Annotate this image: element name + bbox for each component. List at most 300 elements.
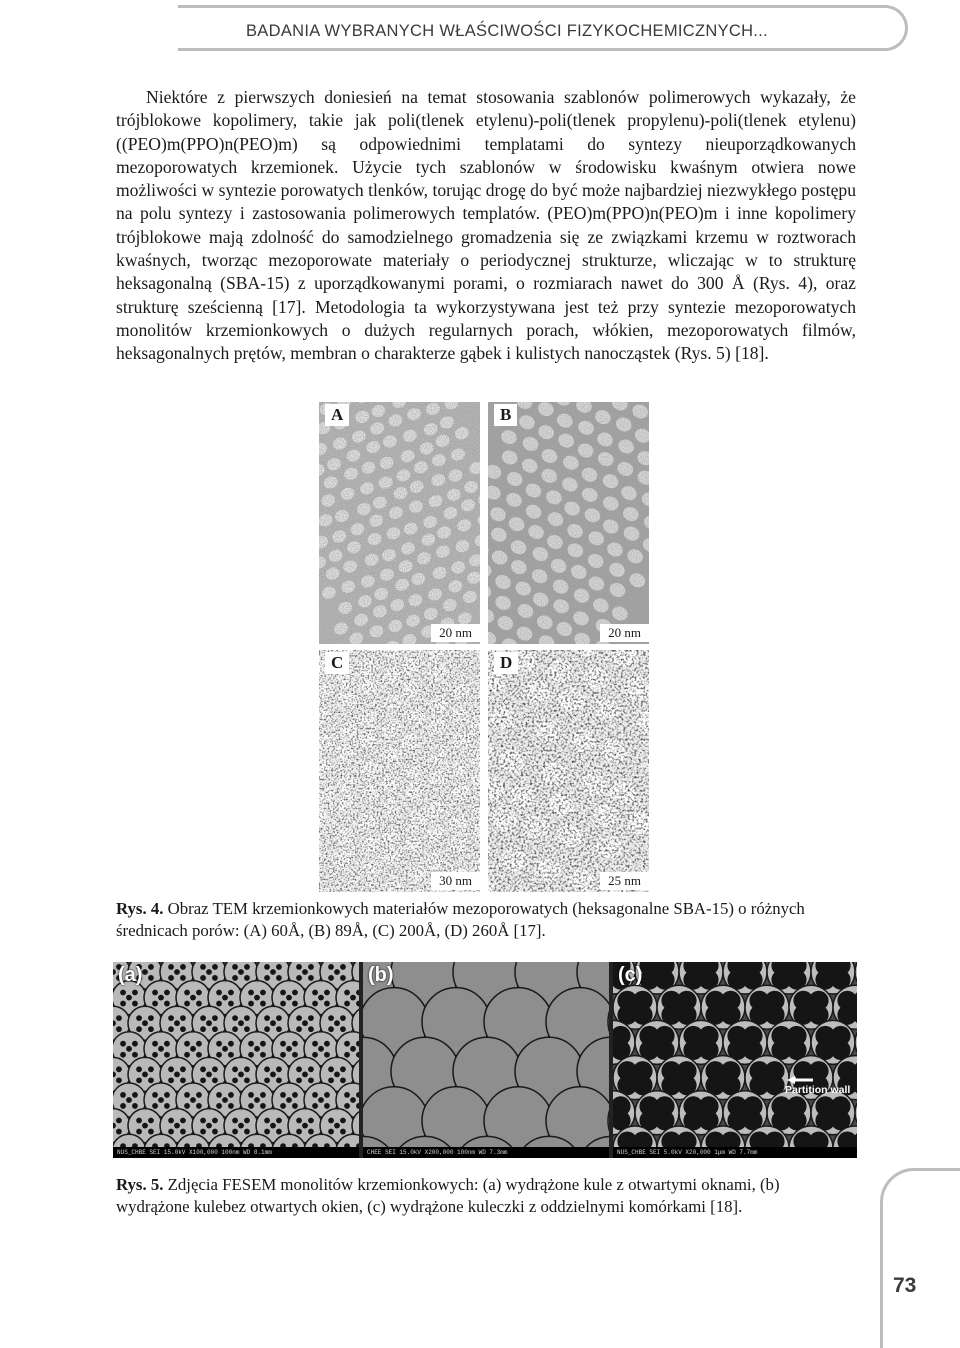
window xyxy=(276,1026,282,1032)
window xyxy=(280,990,286,996)
window xyxy=(212,1026,218,1032)
window xyxy=(270,969,276,975)
window xyxy=(276,1015,282,1021)
window xyxy=(164,1052,170,1058)
window xyxy=(228,1001,234,1007)
running-header-title: BADANIA WYBRANYCH WŁAŚCIWOŚCI FIZYKOCHEMICZNYCH... xyxy=(246,22,768,41)
window xyxy=(120,1092,126,1098)
window xyxy=(248,1103,254,1109)
figure-5-caption-label: Rys. 5. xyxy=(116,1175,163,1194)
page-number: 73 xyxy=(893,1274,916,1298)
window xyxy=(350,1097,356,1103)
window xyxy=(296,1026,302,1032)
window xyxy=(168,1077,174,1083)
window xyxy=(180,1026,186,1032)
tem-panel-d xyxy=(488,650,649,892)
window xyxy=(148,964,154,970)
window xyxy=(232,1118,238,1124)
window xyxy=(216,1041,222,1047)
window xyxy=(196,1103,202,1109)
window xyxy=(296,975,302,981)
window xyxy=(120,1052,126,1058)
window xyxy=(328,975,334,981)
scale-bar-d: 25 nm xyxy=(600,872,649,890)
window xyxy=(334,969,340,975)
window xyxy=(168,1066,174,1072)
window xyxy=(312,1001,318,1007)
window xyxy=(276,1129,282,1135)
window xyxy=(260,990,266,996)
window xyxy=(308,1077,314,1083)
window xyxy=(132,1041,138,1047)
window xyxy=(148,1118,154,1124)
window xyxy=(216,1103,222,1109)
window xyxy=(244,1066,250,1072)
window xyxy=(280,1052,286,1058)
window xyxy=(142,1020,148,1026)
window xyxy=(180,1129,186,1135)
window xyxy=(164,1092,170,1098)
window xyxy=(625,997,645,1017)
window xyxy=(232,1026,238,1032)
window xyxy=(120,990,126,996)
window xyxy=(647,1103,667,1123)
window xyxy=(132,1092,138,1098)
window xyxy=(190,1097,196,1103)
window xyxy=(264,1026,270,1032)
window xyxy=(280,1103,286,1109)
window xyxy=(152,1041,158,1047)
window xyxy=(334,1020,340,1026)
window xyxy=(280,1092,286,1098)
window xyxy=(206,969,212,975)
window xyxy=(212,1077,218,1083)
window xyxy=(116,1077,122,1083)
window xyxy=(200,1118,206,1124)
window xyxy=(174,1072,180,1078)
window xyxy=(206,1020,212,1026)
window xyxy=(276,1118,282,1124)
window xyxy=(669,1068,689,1088)
window xyxy=(823,1103,843,1123)
window xyxy=(324,990,330,996)
window xyxy=(308,964,314,970)
window xyxy=(216,1092,222,1098)
window xyxy=(779,1033,799,1053)
window xyxy=(344,1052,350,1058)
window xyxy=(232,1066,238,1072)
window xyxy=(292,1041,298,1047)
window xyxy=(212,964,218,970)
window xyxy=(238,1020,244,1026)
body-paragraph: Niektóre z pierwszych doniesień na temat stosowania szablonów polimerowych wykazały, że trójblokowe kopolimery, takie jak poli(tlenek etylenu)-poli(tlenek propylenu)-poli(tlenek etylenu) ((PEO)m(PPO)n(PEO)m) są odpowiednimi templatami do syntezy nieuporządkowanych mezoporowatych krzemionek. Użycie tych szablonów w środowisku kwaśnym otwiera nowe możliwości w syntezie porowatych tlenków, torując drogę do być może najbardziej niezwykłego postępu na polu syntezy i zastosowania polimerowych templatów. (PEO)m(PPO)n(PEO)m i inne kopolimery trójblokowe mają zdolność do samodzielnego gromadzenia się ze związkami krzemu w roztworach kwaśnych, tworząc mezoporowate materiały o periodycznej strukturze, wliczając w to strukturę heksagonalną (SBA-15) z uporządkowanymi porami, o rozmiarach nawet do 300 Å (Rys. 4), oraz strukturę sześcienną [17]. Metodologia ta wykorzystywana jest też przy syntezie mezoporowatych monolitów krzemionkowych o dużych regularnych porach, włókien, mezoporowatych filmów, heksagonalnych prętów, membran o charakterze gąbek i kulistych nanocząstek (Rys. 5) [18]. xyxy=(116,86,856,366)
window xyxy=(264,1129,270,1135)
window xyxy=(196,1052,202,1058)
window xyxy=(324,1001,330,1007)
window xyxy=(132,1103,138,1109)
window xyxy=(296,1129,302,1135)
window xyxy=(190,1046,196,1052)
window xyxy=(180,1077,186,1083)
sem-panel-a xyxy=(113,962,359,1158)
window xyxy=(260,1001,266,1007)
panel-letter-d: D xyxy=(494,652,518,674)
window xyxy=(296,964,302,970)
window xyxy=(120,1103,126,1109)
window xyxy=(148,975,154,981)
figure-5-fesem xyxy=(113,962,857,1158)
window xyxy=(669,997,689,1017)
window xyxy=(308,1015,314,1021)
window xyxy=(174,1020,180,1026)
sem-letter-a: (a) xyxy=(118,964,142,987)
window xyxy=(184,1103,190,1109)
window xyxy=(180,975,186,981)
window xyxy=(136,1118,142,1124)
window xyxy=(158,995,164,1001)
window xyxy=(254,1046,260,1052)
window xyxy=(116,1118,122,1124)
panel-letter-a: A xyxy=(325,404,349,426)
body-text xyxy=(116,86,856,366)
window xyxy=(232,1015,238,1021)
window xyxy=(132,990,138,996)
tem-image-a xyxy=(319,402,480,644)
window xyxy=(735,1033,755,1053)
window xyxy=(248,1052,254,1058)
window xyxy=(184,1052,190,1058)
window xyxy=(212,1129,218,1135)
window xyxy=(164,1103,170,1109)
window xyxy=(328,1066,334,1072)
page-corner-frame xyxy=(880,1168,960,1348)
window xyxy=(174,969,180,975)
window xyxy=(126,1046,132,1052)
window xyxy=(184,1001,190,1007)
window xyxy=(120,1041,126,1047)
window xyxy=(168,975,174,981)
window xyxy=(180,1118,186,1124)
window xyxy=(184,1041,190,1047)
window xyxy=(228,1052,234,1058)
window xyxy=(292,1103,298,1109)
window xyxy=(244,1077,250,1083)
window xyxy=(168,1015,174,1021)
window xyxy=(302,1020,308,1026)
window xyxy=(248,1001,254,1007)
window xyxy=(264,1077,270,1083)
tem-panel-b xyxy=(488,402,649,644)
window xyxy=(196,1041,202,1047)
sem-image-c xyxy=(613,962,857,1158)
window xyxy=(302,1072,308,1078)
window xyxy=(174,1123,180,1129)
panel-letter-c: C xyxy=(325,652,349,674)
window xyxy=(168,1026,174,1032)
window xyxy=(168,964,174,970)
window xyxy=(148,1015,154,1021)
window xyxy=(324,1092,330,1098)
window xyxy=(292,1001,298,1007)
window xyxy=(164,1041,170,1047)
window xyxy=(132,1052,138,1058)
window xyxy=(136,1026,142,1032)
figure-5-caption xyxy=(116,1174,856,1218)
window xyxy=(206,1072,212,1078)
window xyxy=(228,1041,234,1047)
window xyxy=(168,1129,174,1135)
window xyxy=(286,995,292,1001)
partition-wall-label: Partition wall xyxy=(785,1084,850,1096)
window xyxy=(254,1097,260,1103)
window xyxy=(136,1129,142,1135)
window xyxy=(116,1026,122,1032)
window xyxy=(713,1068,733,1088)
window xyxy=(206,1123,212,1129)
window xyxy=(200,975,206,981)
window xyxy=(148,1026,154,1032)
window xyxy=(238,1123,244,1129)
window xyxy=(691,962,711,982)
panel-letter-b: B xyxy=(494,404,517,426)
window xyxy=(232,1129,238,1135)
window xyxy=(232,975,238,981)
window xyxy=(248,1041,254,1047)
window xyxy=(260,1041,266,1047)
window xyxy=(216,1001,222,1007)
window xyxy=(158,1046,164,1052)
window xyxy=(691,1103,711,1123)
window xyxy=(823,1033,843,1053)
window xyxy=(324,1052,330,1058)
window xyxy=(340,1129,346,1135)
window xyxy=(308,1066,314,1072)
window xyxy=(244,975,250,981)
window xyxy=(212,1118,218,1124)
window xyxy=(264,1066,270,1072)
window xyxy=(180,1015,186,1021)
window xyxy=(328,1026,334,1032)
window xyxy=(318,995,324,1001)
window xyxy=(244,1129,250,1135)
window xyxy=(200,964,206,970)
window xyxy=(228,990,234,996)
window xyxy=(340,975,346,981)
window xyxy=(340,1077,346,1083)
window xyxy=(340,1015,346,1021)
window xyxy=(334,1123,340,1129)
sem-panel-c xyxy=(613,962,857,1158)
window xyxy=(276,1077,282,1083)
window xyxy=(296,1015,302,1021)
window xyxy=(216,1052,222,1058)
window xyxy=(244,1015,250,1021)
sem-info-c: NUS_CHBE SEI 5.0kV X20,000 1μm WD 7.7mm xyxy=(613,1147,857,1158)
window xyxy=(324,1103,330,1109)
window xyxy=(312,1103,318,1109)
tem-panel-c xyxy=(319,650,480,892)
tem-panel-a xyxy=(319,402,480,644)
window xyxy=(647,962,667,982)
window xyxy=(264,1118,270,1124)
window xyxy=(200,1015,206,1021)
window xyxy=(184,1092,190,1098)
window xyxy=(132,1001,138,1007)
window xyxy=(276,1066,282,1072)
window xyxy=(344,990,350,996)
window xyxy=(757,1068,777,1088)
window xyxy=(190,995,196,1001)
window xyxy=(142,969,148,975)
window xyxy=(116,1129,122,1135)
window xyxy=(691,1033,711,1053)
sem-letter-b: (b) xyxy=(368,964,394,987)
window xyxy=(328,1118,334,1124)
window xyxy=(344,1041,350,1047)
window xyxy=(196,1001,202,1007)
window xyxy=(264,964,270,970)
window xyxy=(260,1092,266,1098)
window xyxy=(200,1026,206,1032)
figure-4-tem xyxy=(319,402,649,892)
window xyxy=(180,1066,186,1072)
window xyxy=(196,1092,202,1098)
window xyxy=(200,1066,206,1072)
window xyxy=(212,1015,218,1021)
figure-4-caption-text: Obraz TEM krzemionkowych materiałów mezoporowatych (heksagonalne SBA-15) o różnych średnicach porów: (A) 60Å, (B) 89Å, (C) 200Å, (D) 260Å [17]. xyxy=(116,899,805,940)
figure-4-caption-label: Rys. 4. xyxy=(116,899,163,918)
window xyxy=(340,1026,346,1032)
window xyxy=(228,1092,234,1098)
window xyxy=(260,1052,266,1058)
window xyxy=(222,995,228,1001)
window xyxy=(276,975,282,981)
figure-4-caption xyxy=(116,898,856,942)
window xyxy=(148,1077,154,1083)
window xyxy=(328,964,334,970)
window xyxy=(340,1118,346,1124)
window xyxy=(296,1066,302,1072)
sem-letter-c: (c) xyxy=(618,964,642,987)
window xyxy=(312,1041,318,1047)
window xyxy=(280,1041,286,1047)
window xyxy=(222,1097,228,1103)
window xyxy=(164,990,170,996)
window xyxy=(126,995,132,1001)
window xyxy=(779,1103,799,1123)
window xyxy=(286,1097,292,1103)
window xyxy=(735,962,755,982)
window xyxy=(270,1072,276,1078)
window xyxy=(318,1046,324,1052)
window xyxy=(302,969,308,975)
window xyxy=(244,1026,250,1032)
window xyxy=(248,1092,254,1098)
window xyxy=(296,1077,302,1083)
window xyxy=(292,1052,298,1058)
window xyxy=(801,997,821,1017)
window xyxy=(713,997,733,1017)
window xyxy=(270,1123,276,1129)
window xyxy=(647,1033,667,1053)
window xyxy=(228,1103,234,1109)
window xyxy=(196,990,202,996)
window xyxy=(126,1097,132,1103)
window xyxy=(286,1046,292,1052)
window xyxy=(350,1046,356,1052)
window xyxy=(238,969,244,975)
window xyxy=(328,1129,334,1135)
scale-bar-a: 20 nm xyxy=(431,624,480,642)
window xyxy=(136,1077,142,1083)
window xyxy=(264,975,270,981)
window xyxy=(308,1129,314,1135)
scale-bar-b: 20 nm xyxy=(600,624,649,642)
window xyxy=(340,964,346,970)
window xyxy=(276,964,282,970)
window xyxy=(344,1092,350,1098)
window xyxy=(164,1001,170,1007)
window xyxy=(212,1066,218,1072)
sem-panel-b xyxy=(363,962,609,1158)
window xyxy=(152,990,158,996)
window xyxy=(823,962,843,982)
window xyxy=(136,1066,142,1072)
window xyxy=(350,995,356,1001)
window xyxy=(148,1129,154,1135)
sem-image-b xyxy=(363,962,609,1158)
window xyxy=(200,1077,206,1083)
window xyxy=(260,1103,266,1109)
window xyxy=(312,1092,318,1098)
window xyxy=(238,1072,244,1078)
window xyxy=(328,1015,334,1021)
window xyxy=(152,1001,158,1007)
window xyxy=(312,990,318,996)
window xyxy=(254,995,260,1001)
window xyxy=(312,1052,318,1058)
window xyxy=(152,1103,158,1109)
window xyxy=(152,1092,158,1098)
window xyxy=(168,1118,174,1124)
tem-image-d xyxy=(488,650,649,892)
window xyxy=(308,1026,314,1032)
window xyxy=(280,1001,286,1007)
window xyxy=(244,1118,250,1124)
window xyxy=(120,1001,126,1007)
window xyxy=(232,964,238,970)
tem-image-b xyxy=(488,402,649,644)
window xyxy=(735,1103,755,1123)
figure-5-caption-text: Zdjęcia FESEM monolitów krzemionkowych: (a) wydrążone kule z otwartymi oknami, (b) wydrążone kulebez otwartych okien, (c) wydrążone kuleczki z oddzielnymi komórkami [18]. xyxy=(116,1175,780,1216)
window xyxy=(180,964,186,970)
window xyxy=(244,964,250,970)
window xyxy=(200,1129,206,1135)
window xyxy=(324,1041,330,1047)
window xyxy=(184,990,190,996)
window xyxy=(318,1097,324,1103)
sem-image-a xyxy=(113,962,359,1158)
sem-info-a: NUS_CHBE SEI 15.0kV X100,000 100nm WD 8.1mm xyxy=(113,1147,359,1158)
window xyxy=(344,1103,350,1109)
window xyxy=(216,990,222,996)
window xyxy=(142,1072,148,1078)
scale-bar-c: 30 nm xyxy=(431,872,480,890)
window xyxy=(344,1001,350,1007)
window xyxy=(264,1015,270,1021)
window xyxy=(757,997,777,1017)
window xyxy=(292,990,298,996)
